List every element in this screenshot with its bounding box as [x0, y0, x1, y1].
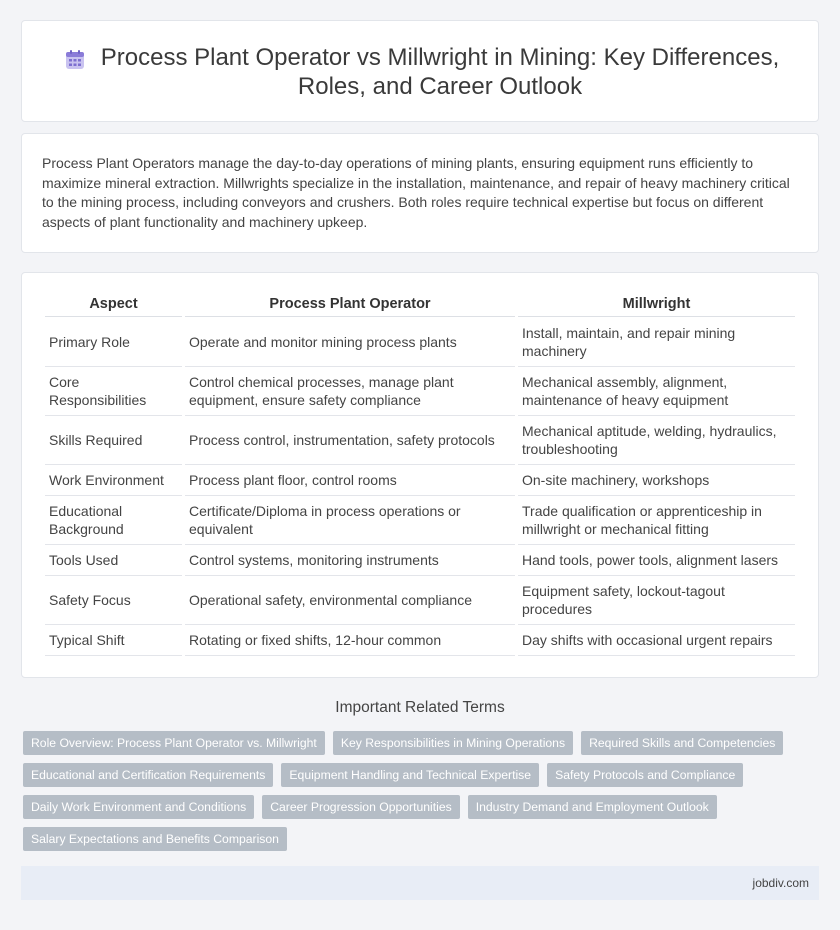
comparison-card: [21, 272, 819, 678]
intro-card: [21, 133, 819, 253]
intro-paragraph: Process Plant Operators manage the day-to-day operations of mining plants, ensuring equipment runs efficiently to maximize mineral extraction. Millwrights specialize in the installation, maintenance, and repair of heavy machinery critical to the mining process, including conveyors and crushers. Both roles require technical expertise but focus on different aspects of plant functionality and machinery upkeep.: [42, 155, 790, 230]
header-process-plant-operator: Process Plant Operator: [185, 295, 515, 317]
related-term-tag[interactable]: Role Overview: Process Plant Operator vs. Millwright: [23, 731, 325, 755]
cell-aspect: Tools Used: [45, 545, 182, 576]
cell-aspect: Primary Role: [45, 317, 182, 367]
cell-millwright: Day shifts with occasional urgent repairs: [518, 625, 795, 656]
table-row: [45, 317, 795, 367]
related-term-tag[interactable]: Industry Demand and Employment Outlook: [468, 795, 717, 819]
cell-operator: Control systems, monitoring instruments: [185, 545, 515, 576]
cell-aspect: Typical Shift: [45, 625, 182, 656]
related-term-tag[interactable]: Educational and Certification Requirements: [23, 763, 273, 787]
cell-millwright: Hand tools, power tools, alignment lasers: [518, 545, 795, 576]
header-aspect: Aspect: [45, 295, 182, 317]
footer-site-link[interactable]: jobdiv.com: [752, 876, 809, 890]
table-row: [45, 367, 795, 416]
cell-operator: Process plant floor, control rooms: [185, 465, 515, 496]
table-row: [45, 576, 795, 625]
cell-operator: Process control, instrumentation, safety protocols: [185, 416, 515, 465]
related-terms-list: [23, 731, 803, 851]
comparison-table: [42, 295, 798, 656]
related-term-tag[interactable]: Salary Expectations and Benefits Comparison: [23, 827, 287, 851]
related-term-tag[interactable]: Required Skills and Competencies: [581, 731, 783, 755]
cell-aspect: Skills Required: [45, 416, 182, 465]
cell-aspect: Educational Background: [45, 496, 182, 545]
cell-millwright: Mechanical assembly, alignment, maintenance of heavy equipment: [518, 367, 795, 416]
related-term-tag[interactable]: Key Responsibilities in Mining Operations: [333, 731, 573, 755]
cell-operator: Operational safety, environmental compliance: [185, 576, 515, 625]
table-row: [45, 416, 795, 465]
cell-millwright: Trade qualification or apprenticeship in millwright or mechanical fitting: [518, 496, 795, 545]
title-wrap: [22, 43, 818, 101]
table-row: [45, 496, 795, 545]
related-terms-title: Important Related Terms: [335, 699, 505, 716]
table-header-row: [45, 295, 795, 317]
cell-aspect: Core Responsibilities: [45, 367, 182, 416]
table-row: [45, 465, 795, 496]
cell-operator: Control chemical processes, manage plant equipment, ensure safety compliance: [185, 367, 515, 416]
related-term-tag[interactable]: Equipment Handling and Technical Expertise: [281, 763, 539, 787]
header-millwright: Millwright: [518, 295, 795, 317]
table-row: [45, 625, 795, 656]
page-title: Process Plant Operator vs Millwright in Mining: Key Differences, Roles, and Career Outlook: [100, 44, 780, 100]
cell-millwright: Install, maintain, and repair mining machinery: [518, 317, 795, 367]
cell-aspect: Safety Focus: [45, 576, 182, 625]
footer: [21, 866, 819, 900]
cell-millwright: On-site machinery, workshops: [518, 465, 795, 496]
cell-aspect: Work Environment: [45, 465, 182, 496]
related-term-tag[interactable]: Safety Protocols and Compliance: [547, 763, 743, 787]
related-term-tag[interactable]: Daily Work Environment and Conditions: [23, 795, 254, 819]
cell-operator: Operate and monitor mining process plants: [185, 317, 515, 367]
cell-millwright: Mechanical aptitude, welding, hydraulics, troubleshooting: [518, 416, 795, 465]
cell-millwright: Equipment safety, lockout-tagout procedures: [518, 576, 795, 625]
cell-operator: Rotating or fixed shifts, 12-hour common: [185, 625, 515, 656]
table-row: [45, 545, 795, 576]
calendar-icon: [64, 49, 86, 71]
cell-operator: Certificate/Diploma in process operations or equivalent: [185, 496, 515, 545]
header-card: [21, 20, 819, 122]
related-term-tag[interactable]: Career Progression Opportunities: [262, 795, 460, 819]
